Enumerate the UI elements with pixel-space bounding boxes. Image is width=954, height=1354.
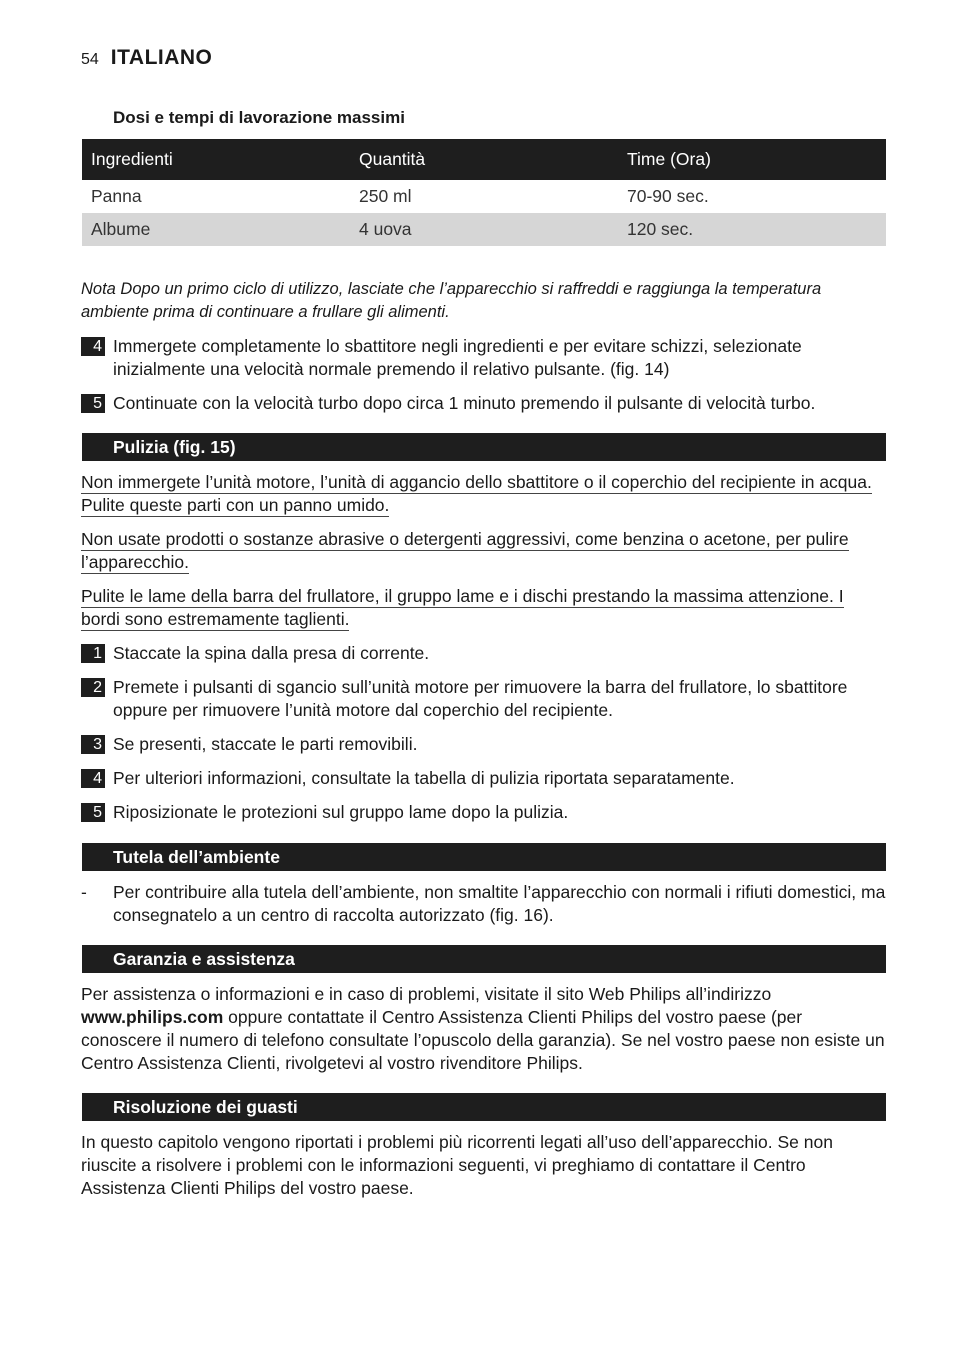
- table-row: [82, 213, 886, 246]
- use-step-4: [81, 335, 886, 381]
- step-number-badge: 2: [81, 678, 105, 697]
- warning-paragraph: [81, 528, 886, 574]
- guasti-paragraph: In questo capitolo vengono riportati i problemi più ricorrenti legati all’uso dell’apparecchio. Se non riuscite a risolvere i problemi con le informazioni seguenti, vi preghiamo di contattare il Centro Assistenza Clienti Philips del vostro paese.: [81, 1132, 833, 1198]
- warning-text: Non usate prodotti o sostanze abrasive o detergenti aggressivi, come benzina o acetone, per pulire l’apparecchio.: [81, 529, 849, 572]
- step-number-badge: 5: [81, 394, 105, 413]
- clean-step-5: [81, 801, 886, 824]
- clean-step-2: [81, 676, 886, 722]
- step-number-badge: 3: [81, 735, 105, 754]
- philips-website-link: www.philips.com: [81, 1007, 224, 1027]
- warning-paragraph: [81, 585, 886, 631]
- step-text: Riposizionate le protezioni sul gruppo lame dopo la pulizia.: [113, 802, 569, 822]
- table-cell: Panna: [91, 186, 142, 206]
- step-text: Per ulteriori informazioni, consultate la tabella di pulizia riportata separatamente.: [113, 768, 735, 788]
- dash-bullet: -: [81, 882, 87, 902]
- warning-text: Pulite le lame della barra del frullatore, il gruppo lame e i dischi prestando la massima attenzione. I bordi sono estremamente taglienti.: [81, 586, 844, 629]
- column-header-ingredienti: Ingredienti: [82, 139, 350, 180]
- step-text: Premete i pulsanti di sgancio sull’unità motore per rimuovere la barra del frullatore, lo sbattitore oppure per rimuovere l’unità motore dal coperchio del recipiente.: [113, 677, 848, 720]
- garanzia-text-before: Per assistenza o informazioni e in caso di problemi, visitate il sito Web Philips all’indirizzo: [81, 984, 772, 1004]
- use-step-5: [81, 392, 886, 415]
- column-header-time: Time (Ora): [618, 139, 886, 180]
- section-title-guasti: Risoluzione dei guasti: [82, 1093, 886, 1121]
- table-row: [82, 180, 886, 213]
- step-text: Continuate con la velocità turbo dopo circa 1 minuto premendo il pulsante di velocità turbo.: [113, 393, 816, 413]
- garanzia-paragraph: [81, 983, 886, 1075]
- table-header-row: [82, 139, 886, 180]
- dosi-table: [82, 139, 886, 246]
- garanzia-text-after: oppure contattate il Centro Assistenza Clienti Philips del vostro paese (per conoscere il numero di telefono consultate l’opuscolo della garanzia). Se nel vostro paese non esiste un Centro Assistenza Clienti, rivolgetevi al vostro rivenditore Philips.: [81, 1007, 885, 1073]
- step-text: Immergete completamente lo sbattitore negli ingredienti e per evitare schizzi, selezionate inizialmente una velocità normale premendo il relativo pulsante. (fig. 14): [113, 336, 802, 379]
- clean-step-3: [81, 733, 886, 756]
- step-number-badge: 1: [81, 644, 105, 663]
- section-title-pulizia: Pulizia (fig. 15): [82, 433, 886, 461]
- step-number-badge: 4: [81, 769, 105, 788]
- page-number: 54: [81, 51, 99, 68]
- clean-step-1: [81, 642, 886, 665]
- warning-text: Non immergete l’unità motore, l’unità di aggancio dello sbattitore o il coperchio del recipiente in acqua. Pulite queste parti con un panno umido.: [81, 472, 872, 515]
- step-number-badge: 4: [81, 337, 105, 356]
- table-cell: 120 sec.: [618, 213, 886, 246]
- page-header: [81, 46, 212, 70]
- warning-paragraph: [81, 471, 886, 517]
- table-cell: 70-90 sec.: [627, 186, 709, 206]
- table-cell: 4 uova: [350, 213, 618, 246]
- note-text: Nota Dopo un primo ciclo di utilizzo, lasciate che l’apparecchio si raffreddi e raggiunga la temperatura ambiente prima di continuare a frullare gli alimenti.: [81, 280, 822, 321]
- section-title-ambiente: Tutela dell’ambiente: [82, 843, 886, 871]
- ambiente-item: [81, 881, 886, 927]
- step-text: Staccate la spina dalla presa di corrente.: [113, 643, 430, 663]
- table-cell: Albume: [82, 213, 350, 246]
- section-title-garanzia: Garanzia e assistenza: [82, 945, 886, 973]
- language-title: ITALIANO: [110, 46, 213, 69]
- ambiente-text: Per contribuire alla tutela dell’ambiente, non smaltite l’apparecchio con normali i rifiuti domestici, ma consegnatelo a un centro di raccolta autorizzato (fig. 16).: [113, 882, 886, 925]
- clean-step-4: [81, 767, 886, 790]
- step-number-badge: 5: [81, 803, 105, 822]
- table-cell: 250 ml: [359, 186, 412, 206]
- dosi-title: Dosi e tempi di lavorazione massimi: [113, 108, 405, 127]
- column-header-quantita: Quantità: [350, 139, 618, 180]
- step-text: Se presenti, staccate le parti removibili.: [113, 734, 418, 754]
